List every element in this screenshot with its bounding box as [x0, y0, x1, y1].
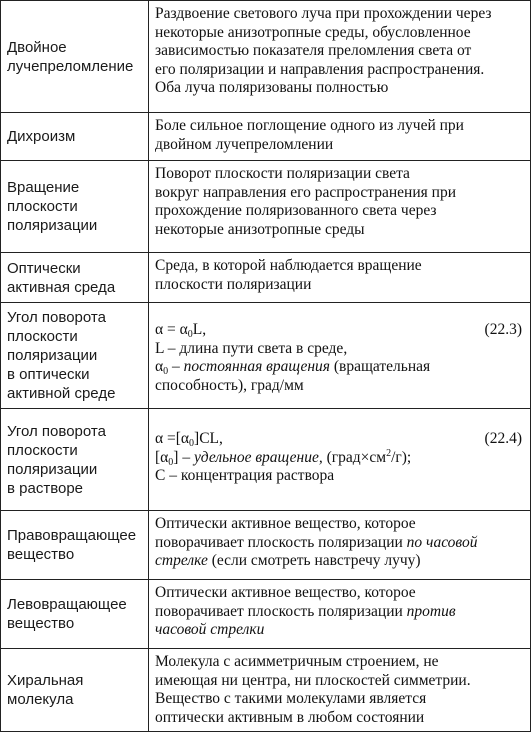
- definition-cell: [149, 1, 530, 112]
- term-text: в растворе: [7, 479, 84, 497]
- term-text: Угол поворота: [7, 422, 106, 440]
- definition-text: Боле сильное поглощение одного из лучей при: [155, 117, 464, 134]
- term-text: Левовращающее: [7, 596, 127, 613]
- definition-text: [155, 449, 526, 468]
- formula-subscript: 0: [187, 329, 193, 340]
- definition-text: Оптически активное вещество, которое: [155, 584, 416, 601]
- term-cell: [1, 253, 149, 302]
- term-text: Дихроизм: [7, 128, 76, 145]
- definition-cell: [149, 511, 530, 579]
- definition-text-part: (град×см: [322, 448, 387, 466]
- table-row: [1, 160, 530, 252]
- equation-number: (22.4): [484, 430, 522, 447]
- definition-text: плоскости поляризации: [155, 275, 312, 293]
- formula-subscript: 0: [168, 456, 174, 468]
- definition-cell: [149, 409, 530, 510]
- definition-text: двойном лучепреломлении: [155, 135, 334, 153]
- formula-symbol: [α: [155, 448, 169, 466]
- definition-text: его поляризации и направления распространения.: [155, 60, 485, 78]
- table-row: [1, 112, 530, 160]
- formula-line: [155, 321, 526, 340]
- definition-text-part: (вращательная: [330, 358, 431, 375]
- definition-text: вокруг направления его распространения при: [155, 183, 456, 201]
- term-text: плоскости: [7, 198, 78, 215]
- term-cell: [1, 580, 149, 648]
- definition-cell: [149, 253, 530, 302]
- definition-cell: [149, 649, 530, 731]
- definition-text-part: поворачивает плоскость поляризации: [155, 533, 407, 551]
- definition-text: Среда, в которой наблюдается вращение: [155, 257, 422, 274]
- table-row: [1, 1, 530, 112]
- formula-symbol: α: [155, 321, 164, 338]
- definition-text: [155, 358, 526, 377]
- definition-cell: [149, 303, 530, 408]
- formula: [155, 321, 206, 340]
- equation-number: (22.3): [484, 321, 522, 338]
- definition-text: некоторые анизотропные среды: [155, 220, 365, 238]
- term-text: Двойное: [7, 38, 67, 56]
- term-cell: [1, 303, 149, 408]
- definition-text: оптически активным в любом состоянии: [155, 708, 425, 726]
- term-cell: [1, 511, 149, 579]
- italic-term: – удельное вращение,: [178, 448, 323, 466]
- table-row: [1, 579, 530, 648]
- formula: [155, 430, 223, 449]
- definition-text: Поворот плоскости поляризации света: [155, 165, 410, 182]
- term-text: плоскости: [7, 441, 78, 459]
- formula-tail: ]CL,: [194, 430, 223, 447]
- term-text: молекула: [7, 691, 74, 708]
- term-text: Оптически: [7, 259, 81, 277]
- term-text: Правовращающее: [7, 527, 137, 544]
- term-text: активная среда: [7, 278, 116, 296]
- term-text: поляризации: [7, 347, 98, 364]
- term-text: вещество: [7, 615, 75, 632]
- table-row: [1, 302, 530, 408]
- formula-symbol: α: [179, 321, 188, 338]
- term-cell: [1, 1, 149, 112]
- italic-term: против: [406, 602, 456, 620]
- definition-text: Оптически активное вещество, которое: [155, 515, 416, 532]
- definition-text: [155, 534, 526, 553]
- term-cell: [1, 409, 149, 510]
- definition-text: [155, 603, 526, 622]
- formula-subscript: 0: [189, 438, 195, 449]
- definition-cell: [149, 113, 530, 160]
- definition-cell: [149, 580, 530, 648]
- table-row: [1, 252, 530, 302]
- term-text: плоскости: [7, 328, 78, 345]
- formula-tail: L,: [192, 321, 207, 338]
- unit-superscript: 2: [386, 447, 392, 459]
- definition-text: [155, 621, 526, 640]
- formula-subscript: 0: [163, 366, 169, 377]
- definition-text: C – концентрация раствора: [155, 467, 335, 484]
- table-row: [1, 648, 530, 731]
- term-text: Вращение: [7, 179, 80, 196]
- definition-text: прохождение поляризованного света через: [155, 202, 437, 219]
- definition-text: Оба луча поляризованы полностью: [155, 79, 389, 96]
- definition-text: способность), град/мм: [155, 376, 304, 394]
- italic-term: – постоянная вращения: [168, 358, 330, 375]
- term-text: лучепреломление: [7, 57, 134, 75]
- definition-text-part: (если смотреть навстречу лучу): [207, 552, 421, 569]
- definition-text: зависимостью показателя преломления света от: [155, 42, 472, 59]
- definition-text: некоторые анизотропные среды, обусловленное: [155, 23, 471, 41]
- definition-text: имеющая ни центра, ни плоскостей симметрии.: [155, 671, 471, 689]
- table-row: [1, 408, 530, 510]
- formula-lhs: α =[α: [155, 430, 190, 447]
- term-cell: [1, 649, 149, 731]
- term-text: активной среде: [7, 385, 116, 402]
- table-row: [1, 510, 530, 579]
- definition-text: Молекула с асимметричным строением, не: [155, 653, 439, 670]
- term-text: поляризации: [7, 217, 98, 234]
- term-text: Угол поворота: [7, 309, 106, 326]
- term-text: в оптически: [7, 366, 90, 383]
- term-text: вещество: [7, 546, 75, 563]
- term-cell: [1, 113, 149, 160]
- definition-text: L – длина пути света в среде,: [155, 339, 348, 357]
- italic-term: стрелке: [155, 552, 208, 569]
- term-cell: [1, 161, 149, 252]
- formula-equals: =: [163, 321, 180, 338]
- italic-term: часовой стрелки: [155, 621, 265, 638]
- formula-symbol: α: [155, 358, 164, 375]
- italic-term: по часовой: [406, 533, 478, 551]
- definition-text-part: поворачивает плоскость поляризации: [155, 602, 407, 620]
- definition-text-part: /г);: [391, 448, 412, 466]
- definition-text: Раздвоение светового луча при прохождении через: [155, 5, 492, 22]
- term-text: Хиральная: [7, 672, 84, 689]
- definition-cell: [149, 161, 530, 252]
- formula-line: [155, 430, 526, 449]
- term-text: поляризации: [7, 460, 98, 478]
- definition-text: Вещество с такими молекулами является: [155, 690, 427, 707]
- formula-symbol: ]: [173, 448, 179, 466]
- definition-text: [155, 552, 526, 571]
